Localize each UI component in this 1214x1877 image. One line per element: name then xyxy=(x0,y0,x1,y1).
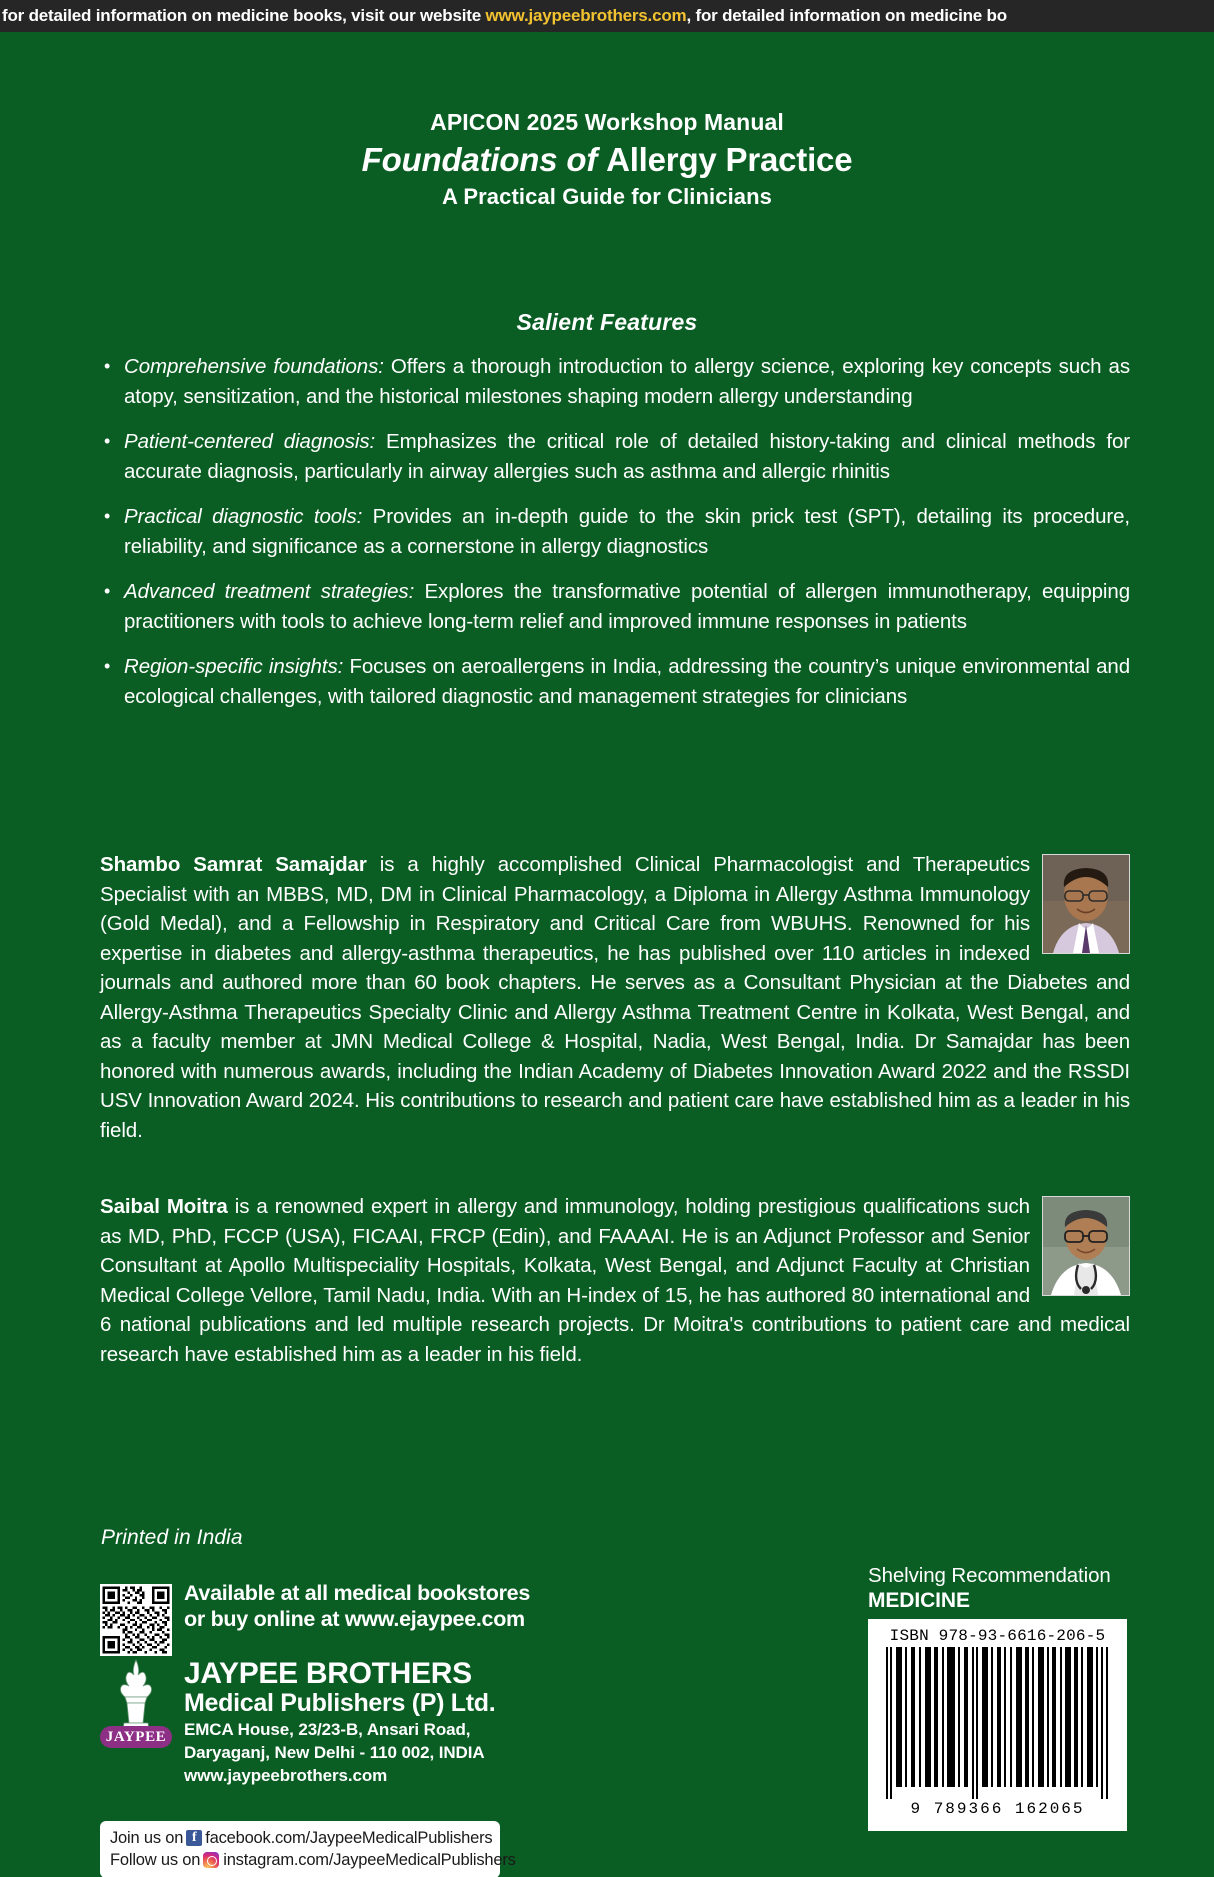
feature-label: Advanced treatment strategies: xyxy=(124,580,415,603)
bullet-icon: • xyxy=(104,581,111,601)
promo-strip xyxy=(0,0,1214,32)
barcode-image xyxy=(880,1647,1116,1799)
list-item xyxy=(100,577,1130,636)
torch-icon xyxy=(108,1658,164,1730)
book-title xyxy=(0,139,1214,181)
avatar xyxy=(1042,1196,1130,1296)
instagram-line[interactable] xyxy=(110,1849,516,1871)
author-name-1: Shambo Samrat Samajdar xyxy=(100,853,367,876)
instagram-handle[interactable]: instagram.com/JaypeeMedicalPublishers xyxy=(223,1851,516,1869)
author-bio-2 xyxy=(100,1192,1130,1369)
feature-label: Comprehensive foundations: xyxy=(124,355,384,378)
facebook-icon[interactable]: f xyxy=(186,1830,202,1846)
publisher-website[interactable]: www.jaypeebrothers.com xyxy=(184,1766,388,1785)
publisher-text xyxy=(184,1658,660,1786)
book-title-italic-part: Foundations of xyxy=(361,140,607,178)
facebook-line[interactable] xyxy=(110,1827,493,1849)
isbn-text: ISBN 978-93-6616-206-5 xyxy=(889,1627,1106,1645)
promo-text-after: , for detailed information on medicine bo xyxy=(686,6,1007,25)
feature-text xyxy=(124,577,1130,636)
publisher-block xyxy=(100,1580,660,1786)
shelving-block xyxy=(868,1563,1130,1831)
bullet-icon: • xyxy=(104,506,111,526)
qr-code-icon[interactable] xyxy=(100,1584,172,1656)
author-bio-text-2: is a renowned expert in allergy and immunology, holding prestigious qualifications such as MD, PhD, FCCP (USA), FICAAI, FRCP (Edin), and FAAAAI. He is an Adjunct Professor and Senior Consultant at Apollo Multispeciality Hospitals, Kolkata, West Bengal, and Adjunct Faculty at Christian Medical College Vellore, Tamil Nadu, India. With an H-index of 15, he has authored 80 international and 6 national publications and led multiple research projects. Dr Moitra's contributions to patient care and medical research have established him as a leader in his field. xyxy=(100,1195,1130,1366)
promo-website-link[interactable]: www.jaypeebrothers.com xyxy=(485,6,687,25)
author-portrait-image xyxy=(1043,855,1129,953)
list-item xyxy=(100,502,1130,561)
publisher-address-line-1: EMCA House, 23/23-B, Ansari Road, xyxy=(184,1720,471,1739)
availability-text xyxy=(184,1580,530,1632)
avatar xyxy=(1042,854,1130,954)
feature-body: Emphasizes the critical role of detailed history-taking and clinical methods for accurate diagnosis, particularly in airway allergies such as asthma and allergic rhinitis xyxy=(124,430,1130,483)
feature-body: Offers a thorough introduction to allergy science, exploring key concepts such as atopy, sensitization, and the historical milestones shaping modern allergy understanding xyxy=(124,355,1130,408)
instagram-prefix: Follow us on xyxy=(110,1851,201,1869)
salient-features-heading: Salient Features xyxy=(516,309,698,335)
bullet-icon: • xyxy=(104,656,111,676)
feature-label: Region-specific insights: xyxy=(124,655,344,678)
feature-label: Patient-centered diagnosis: xyxy=(124,430,376,453)
publisher-address-line-2: Daryaganj, New Delhi - 110 002, INDIA xyxy=(184,1743,485,1762)
feature-body: Explores the transformative potential of allergen immunotherapy, equipping practitioners with tools to achieve long-term relief and improved immune responses in patients xyxy=(124,580,1130,633)
printed-in-india: Printed in India xyxy=(101,1526,243,1549)
feature-body: Focuses on aeroallergens in India, addressing the country’s unique environmental and ecological challenges, with tailored diagnostic and management strategies for clinicians xyxy=(124,655,1131,708)
promo-text-before: for detailed information on medicine books, visit our website xyxy=(2,6,486,25)
list-item xyxy=(100,352,1130,411)
feature-text xyxy=(124,427,1130,486)
list-item xyxy=(100,427,1130,486)
jaypee-wordmark: JAYPEE xyxy=(100,1726,172,1748)
instagram-icon[interactable] xyxy=(203,1852,219,1868)
feature-body: Provides an in-depth guide to the skin prick test (SPT), detailing its procedure, reliability, and significance as a cornerstone in allergy diagnostics xyxy=(124,505,1131,558)
feature-text xyxy=(124,502,1130,561)
list-item xyxy=(100,652,1130,711)
title-kicker: APICON 2025 Workshop Manual xyxy=(430,109,784,135)
bullet-icon: • xyxy=(104,431,111,451)
jaypee-logo xyxy=(100,1658,172,1748)
author-portrait-image xyxy=(1043,1197,1129,1295)
social-links-box xyxy=(100,1821,516,1877)
publisher-name-secondary: Medical Publishers (P) Ltd. xyxy=(184,1689,496,1717)
publisher-logo-row xyxy=(100,1658,660,1786)
shelving-recommendation-label: Shelving Recommendation xyxy=(868,1564,1111,1587)
availability-line-2: or buy online at www.ejaypee.com xyxy=(184,1607,525,1631)
author-bio-text-1: is a highly accomplished Clinical Pharmacologist and Therapeutics Specialist with an MBBS, MD, DM in Clinical Pharmacology, a Diploma in Allergy Asthma Immunology (Gold Medal), and a Fellowship in Respiratory and Critical Care from WBUHS. Renowned for his expertise in diabetes and allergy-asthma therapeutics, he has published over 110 articles in indexed journals and authored more than 60 book chapters. He serves as a Consultant Physician at the Diabetes and Allergy-Asthma Therapeutics Specialty Clinic and Allergy Asthma Treatment Centre in Kolkata, West Bengal, and as a faculty member at JMN Medical College & Hospital, Nadia, West Bengal, India. Dr Samajdar has been honored with numerous awards, including the Indian Academy of Diabetes Innovation Award 2022 and the RSSDI USV Innovation Award 2024. His contributions to research and patient care have established him as a leader in his field. xyxy=(100,853,1130,1142)
availability-line-1: Available at all medical bookstores xyxy=(184,1581,530,1605)
feature-text xyxy=(124,652,1130,711)
author-bio-1 xyxy=(100,850,1130,1145)
publisher-name: JAYPEE BROTHERS xyxy=(184,1657,472,1690)
ean-digits: 9 789366 162065 xyxy=(910,1800,1085,1818)
author-name-2: Saibal Moitra xyxy=(100,1195,228,1218)
facebook-prefix: Join us on xyxy=(110,1829,184,1847)
salient-features-list xyxy=(100,352,1130,727)
qr-availability-row xyxy=(100,1580,660,1656)
feature-label: Practical diagnostic tools: xyxy=(124,505,363,528)
feature-text xyxy=(124,352,1130,411)
shelving-recommendation-value: MEDICINE xyxy=(868,1589,970,1612)
bullet-icon: • xyxy=(104,356,111,376)
title-block xyxy=(0,109,1214,210)
book-subtitle: A Practical Guide for Clinicians xyxy=(441,183,773,209)
barcode-box xyxy=(868,1619,1127,1831)
book-title-roman-part: Allergy Practice xyxy=(606,140,853,178)
facebook-handle[interactable]: facebook.com/JaypeeMedicalPublishers xyxy=(205,1829,493,1847)
cover-panel xyxy=(0,32,1214,1877)
